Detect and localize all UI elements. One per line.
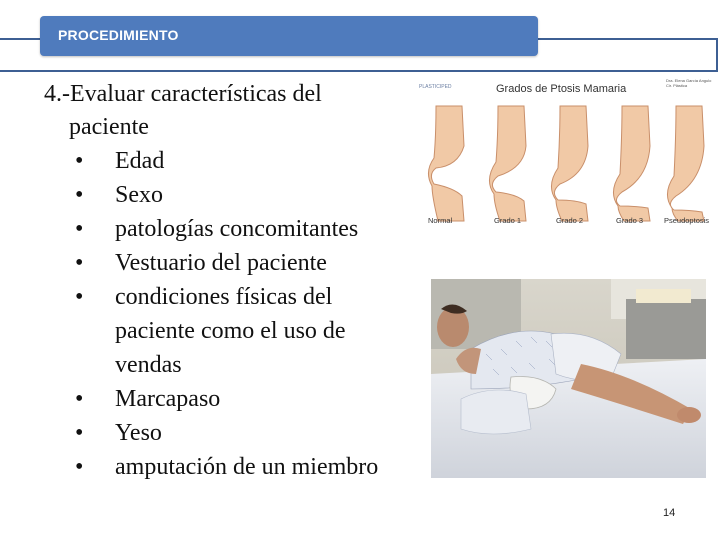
bullet-icon: • [75, 182, 84, 208]
list-item: • patologías concomitantes [75, 212, 424, 246]
page-number: 14 [663, 507, 676, 519]
grade-label: Grado 2 [556, 216, 584, 225]
list-item: • condiciones físicas del paciente como el uso de vendas [75, 280, 424, 382]
bullet-icon: • [75, 420, 84, 446]
bullet-icon: • [75, 454, 84, 480]
bullet-list [44, 144, 424, 484]
bullet-icon: • [75, 148, 84, 174]
torso-illustrations [414, 96, 714, 236]
bullet-icon: • [75, 250, 84, 276]
section-header [40, 16, 538, 56]
patient-photo [431, 279, 706, 478]
list-item: • amputación de un miembro [75, 450, 424, 484]
grade-label: Grado 3 [616, 216, 644, 225]
image-credit: Dra. Elena García Angulo Cir. Plástica [666, 78, 712, 88]
lead-text [44, 78, 424, 144]
list-item: • Yeso [75, 416, 424, 450]
list-item: • Vestuario del paciente [75, 246, 424, 280]
lead-line-2: paciente [69, 114, 149, 140]
ptosis-grades-image [414, 74, 714, 242]
slide-body [44, 78, 424, 484]
grade-label: Grado 1 [494, 216, 522, 225]
list-item: • Edad [75, 144, 424, 178]
list-item: • Marcapaso [75, 382, 424, 416]
bullet-icon: • [75, 386, 84, 412]
patient-photo-icon [431, 279, 706, 478]
image-title: Grados de Ptosis Mamaria [496, 83, 627, 95]
logo: PLASTICIPED [419, 84, 452, 90]
section-title: PROCEDIMIENTO [58, 27, 179, 43]
grade-label: Pseudoptosis [664, 216, 710, 225]
lead-line-1: 4.-Evaluar características del [44, 81, 322, 107]
bullet-icon: • [75, 216, 84, 242]
bullet-icon: • [75, 284, 84, 310]
grade-label: Normal [428, 216, 453, 225]
list-item: • Sexo [75, 178, 424, 212]
